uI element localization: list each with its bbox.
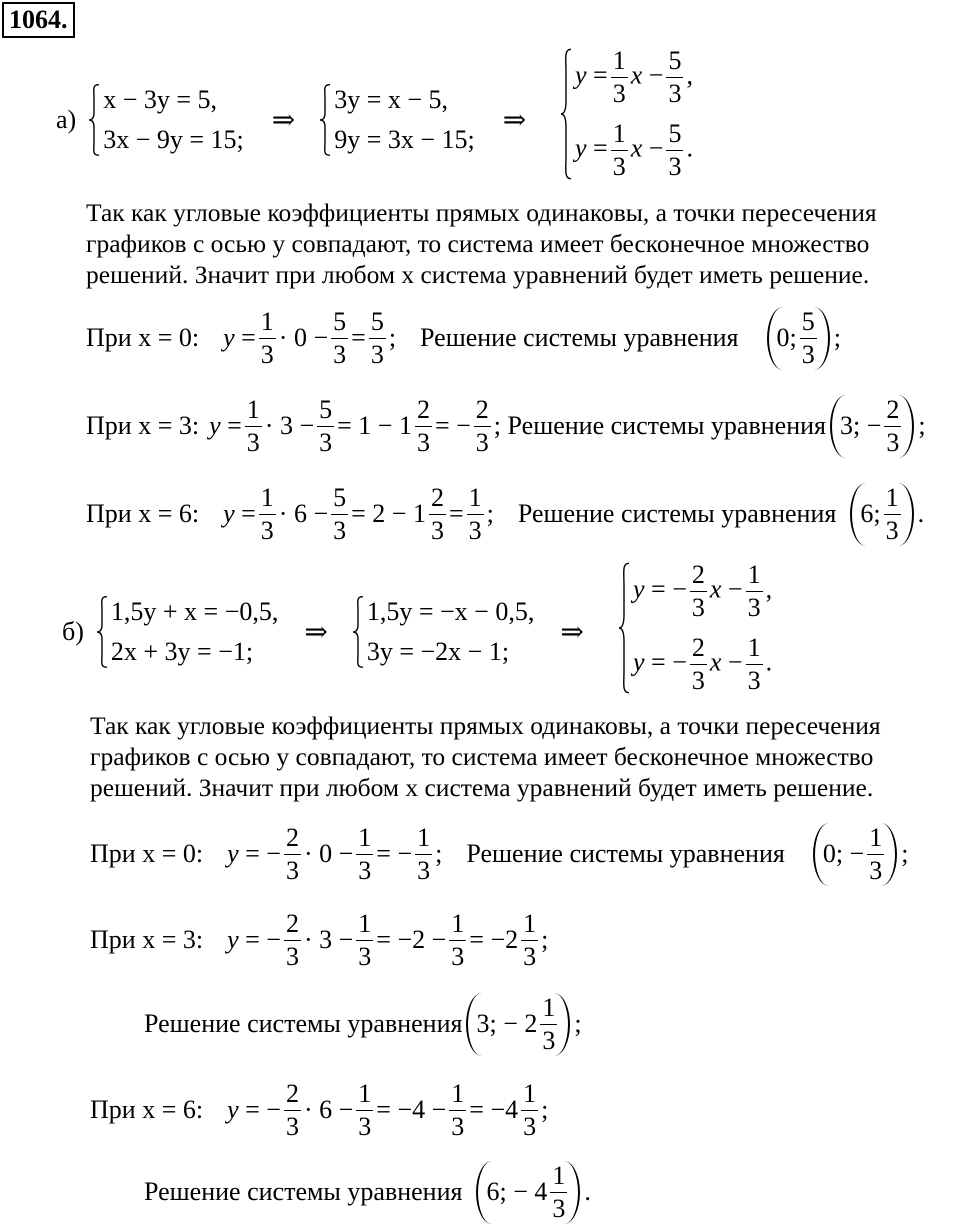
- solution-point: 0; $\frac{5}{3}$: [767, 307, 830, 370]
- brace-icon: [319, 84, 331, 156]
- part-b-case-x6: [90, 1078, 548, 1142]
- solution-point: 0; − $\frac{1}{3}$: [813, 823, 897, 886]
- solution-point: 6; $\frac{1}{3}$: [850, 483, 913, 546]
- case-lead: При x = 6:: [90, 1095, 204, 1124]
- case-calculation: y = $\frac{1}{3}$ · 3 − $\frac{5}{3}$ = 1 − 1 $\frac{2}{3}$ = − $\frac{2}{3}$ ;: [209, 394, 502, 457]
- solution-label: Решение системы уравнения: [466, 839, 785, 868]
- system-a3-eq1: y = $\frac{1}{3}$ x − $\frac{5}{3}$ ,: [575, 46, 693, 108]
- system-a3-eq2: y = $\frac{1}{3}$ x − $\frac{5}{3}$ .: [575, 119, 693, 181]
- brace-icon: [618, 562, 630, 694]
- system-a1-eq1: x − 3y = 5,: [103, 85, 218, 114]
- part-b-systems: [62, 590, 608, 674]
- system-a1-eq2: 3x − 9y = 15;: [103, 125, 244, 154]
- solution-point: 6; − 4 $\frac{1}{3}$: [476, 1161, 580, 1224]
- part-a-explanation: [86, 197, 877, 290]
- system-b2: [352, 596, 535, 668]
- case-calculation: y = − $\frac{2}{3}$ · 3 − $\frac{1}{3}$ = −2 − $\frac{1}{3}$ = −2 $\frac{1}{3}$ ;: [227, 908, 549, 971]
- explanation-line: решений. Значит при любом x система уравнений будет иметь решение.: [86, 260, 870, 289]
- system-a2-eq2: 9y = 3x − 15;: [334, 125, 475, 154]
- system-b2-eq1: 1,5y = −x − 0,5,: [366, 597, 535, 626]
- system-b3-eq2: y = − $\frac{2}{3}$ x − $\frac{1}{3}$ .: [633, 633, 773, 695]
- explanation-line: решений. Значит при любом x система уравнений будет иметь решение.: [90, 773, 874, 802]
- solution-point: 3; − 2 $\frac{1}{3}$: [466, 993, 570, 1056]
- solution-label: Решение системы уравнения: [507, 411, 826, 440]
- implies-arrow: ⇒: [560, 617, 584, 648]
- system-b3-eq1: y = − $\frac{2}{3}$ x − $\frac{1}{3}$ ,: [633, 560, 773, 622]
- case-calculation: y = $\frac{1}{3}$ · 0 − $\frac{5}{3}$ = $\frac{5}{3}$ ;: [223, 306, 397, 369]
- part-b-explanation: [90, 710, 881, 803]
- system-b1: [96, 596, 279, 668]
- explanation-line: графиков с осью y совпадают, то система имеет бесконечное множество: [86, 229, 870, 258]
- system-a2-eq1: 3y = x − 5,: [334, 85, 449, 114]
- implies-arrow: ⇒: [304, 617, 328, 648]
- system-a2: [319, 84, 475, 156]
- brace-icon: [560, 48, 572, 180]
- brace-icon: [88, 84, 100, 156]
- system-b3: [618, 562, 772, 694]
- part-b-case-x0: При x = 0: y = − $\frac{2}{3}$ · 0 − $\frac{1}{3}$ = − $\frac{1}{3}$ ; Решение системы уравнения 0; − $\frac{1}{3}$ ;: [90, 822, 909, 885]
- solution-label: Решение системы уравнения: [517, 499, 837, 528]
- explanation-line: графиков с осью y совпадают, то система имеет бесконечное множество: [90, 742, 874, 771]
- case-calculation: y = − $\frac{2}{3}$ · 0 − $\frac{1}{3}$ = − $\frac{1}{3}$ ;: [227, 822, 443, 885]
- case-calculation: y = − $\frac{2}{3}$ · 6 − $\frac{1}{3}$ = −4 − $\frac{1}{3}$ = −4 $\frac{1}{3}$ ;: [227, 1078, 549, 1141]
- part-a-label: а): [56, 105, 77, 134]
- case-lead: При x = 6:: [86, 499, 200, 528]
- part-a-case-x3: При x = 3: y = $\frac{1}{3}$ · 3 − $\frac{5}{3}$ = 1 − 1 $\frac{2}{3}$ = − $\frac{2}{3}$ ; Решение системы уравнения 3; − $\frac{2}{3}$ ;: [86, 394, 926, 457]
- part-a-systems: [56, 78, 550, 162]
- system-b1-eq2: 2x + 3y = −1;: [110, 637, 254, 666]
- solution-label: Решение системы уравнения: [144, 1177, 463, 1206]
- part-b-solution-x3: Решение системы уравнения 3; − 2 $\frac{1}{3}$ ;: [144, 992, 582, 1055]
- system-a1: [88, 84, 244, 156]
- part-b-case-x3: [90, 908, 548, 972]
- part-b-label: б): [62, 617, 84, 646]
- solution-label: Решение системы уравнения: [144, 1009, 463, 1038]
- implies-arrow: ⇒: [502, 105, 527, 136]
- solution-point: 3; − $\frac{2}{3}$: [830, 395, 914, 458]
- case-lead: При x = 0:: [86, 323, 200, 352]
- brace-icon: [352, 596, 364, 668]
- solution-label: Решение системы уравнения: [420, 323, 739, 352]
- explanation-line: Так как угловые коэффициенты прямых одинаковы, а точки пересечения: [86, 198, 877, 227]
- implies-arrow: ⇒: [271, 105, 296, 136]
- case-lead: При x = 3:: [90, 925, 204, 954]
- case-calculation: y = $\frac{1}{3}$ · 6 − $\frac{5}{3}$ = 2 − 1 $\frac{2}{3}$ = $\frac{1}{3}$ ;: [223, 482, 494, 545]
- system-b2-eq2: 3y = −2x − 1;: [366, 637, 510, 666]
- system-a3: [560, 48, 693, 180]
- case-lead: При x = 0:: [90, 839, 204, 868]
- brace-icon: [96, 596, 108, 668]
- part-a-case-x0: При x = 0: y = $\frac{1}{3}$ · 0 − $\frac{5}{3}$ = $\frac{5}{3}$ ; Решение системы уравнения 0; $\frac{5}{3}$ ;: [86, 306, 841, 369]
- problem-number: 1064.: [2, 2, 75, 38]
- part-b-solution-x6: Решение системы уравнения 6; − 4 $\frac{1}{3}$ .: [144, 1160, 591, 1223]
- explanation-line: Так как угловые коэффициенты прямых одинаковы, а точки пересечения: [90, 711, 881, 740]
- system-b1-eq1: 1,5y + x = −0,5,: [110, 597, 279, 626]
- case-lead: При x = 3:: [86, 411, 200, 440]
- part-a-case-x6: При x = 6: y = $\frac{1}{3}$ · 6 − $\frac{5}{3}$ = 2 − 1 $\frac{2}{3}$ = $\frac{1}{3}$ ; Решение системы уравнения 6; $\frac{1}{3}$ .: [86, 482, 925, 545]
